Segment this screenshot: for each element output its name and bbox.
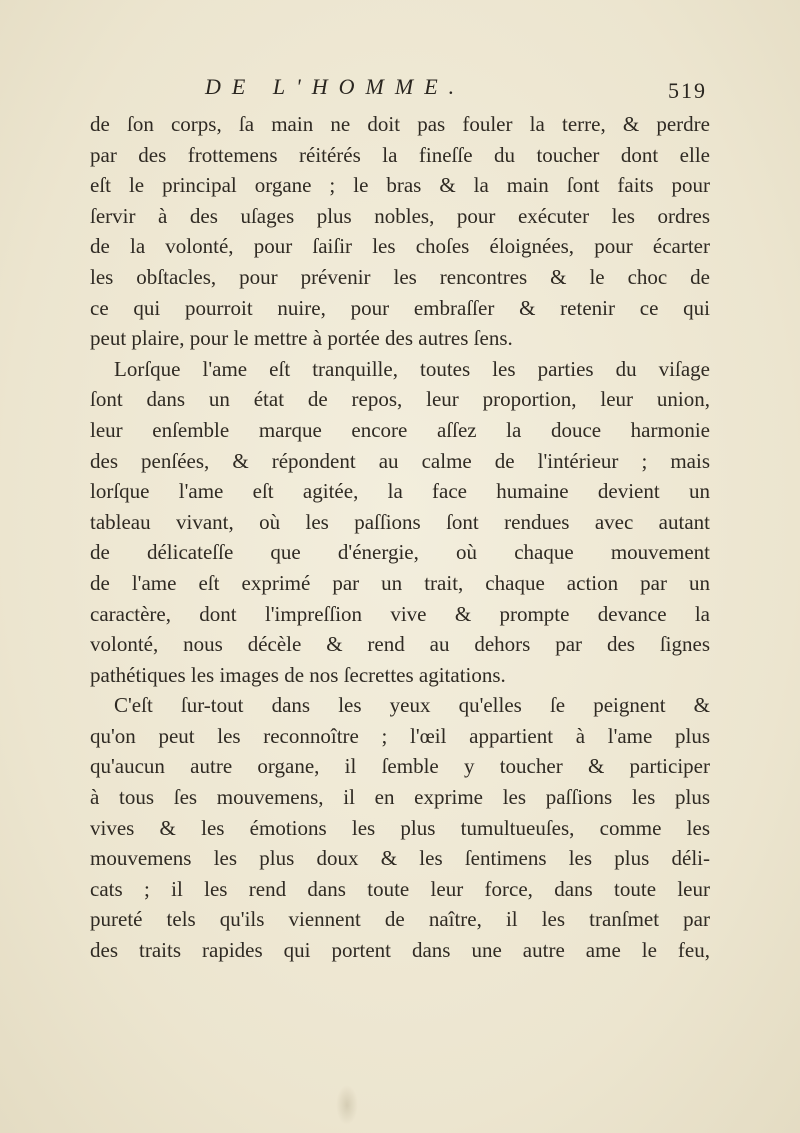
text-line: cats ; il les rend dans toute leur force, dans toute leur [90, 876, 710, 901]
text-line: ce qui pourroit nuire, pour embraſſer & retenir ce qui [90, 295, 710, 320]
text-line: les obſtacles, pour prévenir les rencontres & le choc de [90, 264, 710, 289]
running-head: DE L'HOMME. [205, 74, 466, 99]
body-text [90, 109, 710, 966]
text-line: tableau vivant, où les paſſions ſont rendues avec autant [90, 509, 710, 534]
text-line: lorſque l'ame eſt agitée, la face humaine devient un [90, 479, 710, 504]
paragraph-start-line: C'eſt ſur-tout dans les yeux qu'elles ſe peignent & [114, 693, 710, 718]
text-line: de délicateſſe que d'énergie, où chaque mouvement [90, 540, 710, 565]
text-line: pureté tels qu'ils viennent de naître, il les tranſmet par [90, 907, 710, 932]
text-line: des penſées, & répondent au calme de l'intérieur ; mais [90, 448, 710, 473]
page-header [0, 74, 800, 108]
text-line: volonté, nous décèle & rend au dehors par des ſignes [90, 632, 710, 657]
text-line: mouvemens les plus doux & les ſentimens les plus déli- [90, 846, 710, 871]
paper-stain [336, 1085, 358, 1125]
text-line: de ſon corps, ſa main ne doit pas fouler la terre, & perdre [90, 112, 710, 136]
text-line: de la volonté, pour ſaiſir les choſes éloignées, pour écarter [90, 234, 710, 259]
text-line: peut plaire, pour le mettre à portée des autres ſens. [90, 326, 513, 351]
text-line: vives & les émotions les plus tumultueuſes, comme les [90, 815, 710, 840]
paragraph-start-line: Lorſque l'ame eſt tranquille, toutes les parties du viſage [114, 356, 710, 381]
text-line: ſervir à des uſages plus nobles, pour exécuter les ordres [90, 203, 710, 228]
text-line: des traits rapides qui portent dans une autre ame le feu, [90, 938, 710, 963]
text-line: à tous ſes mouvemens, il en exprime les paſſions les plus [90, 785, 710, 810]
text-line: qu'aucun autre organe, il ſemble y toucher & participer [90, 754, 710, 779]
text-line: ſont dans un état de repos, leur proportion, leur union, [90, 387, 710, 412]
text-line: qu'on peut les reconnoître ; l'œil appartient à l'ame plus [90, 723, 710, 748]
text-line: pathétiques les images de nos ſecrettes agitations. [90, 662, 506, 687]
text-line: eſt le principal organe ; le bras & la main ſont faits pour [90, 173, 710, 198]
text-line: par des frottemens réitérés la fineſſe du toucher dont elle [90, 142, 710, 167]
text-line: caractère, dont l'impreſſion vive & prompte devance la [90, 601, 710, 626]
page-number: 519 [668, 78, 707, 103]
text-line: leur enſemble marque encore aſſez la douce harmonie [90, 417, 710, 442]
text-line: de l'ame eſt exprimé par un trait, chaque action par un [90, 570, 710, 595]
